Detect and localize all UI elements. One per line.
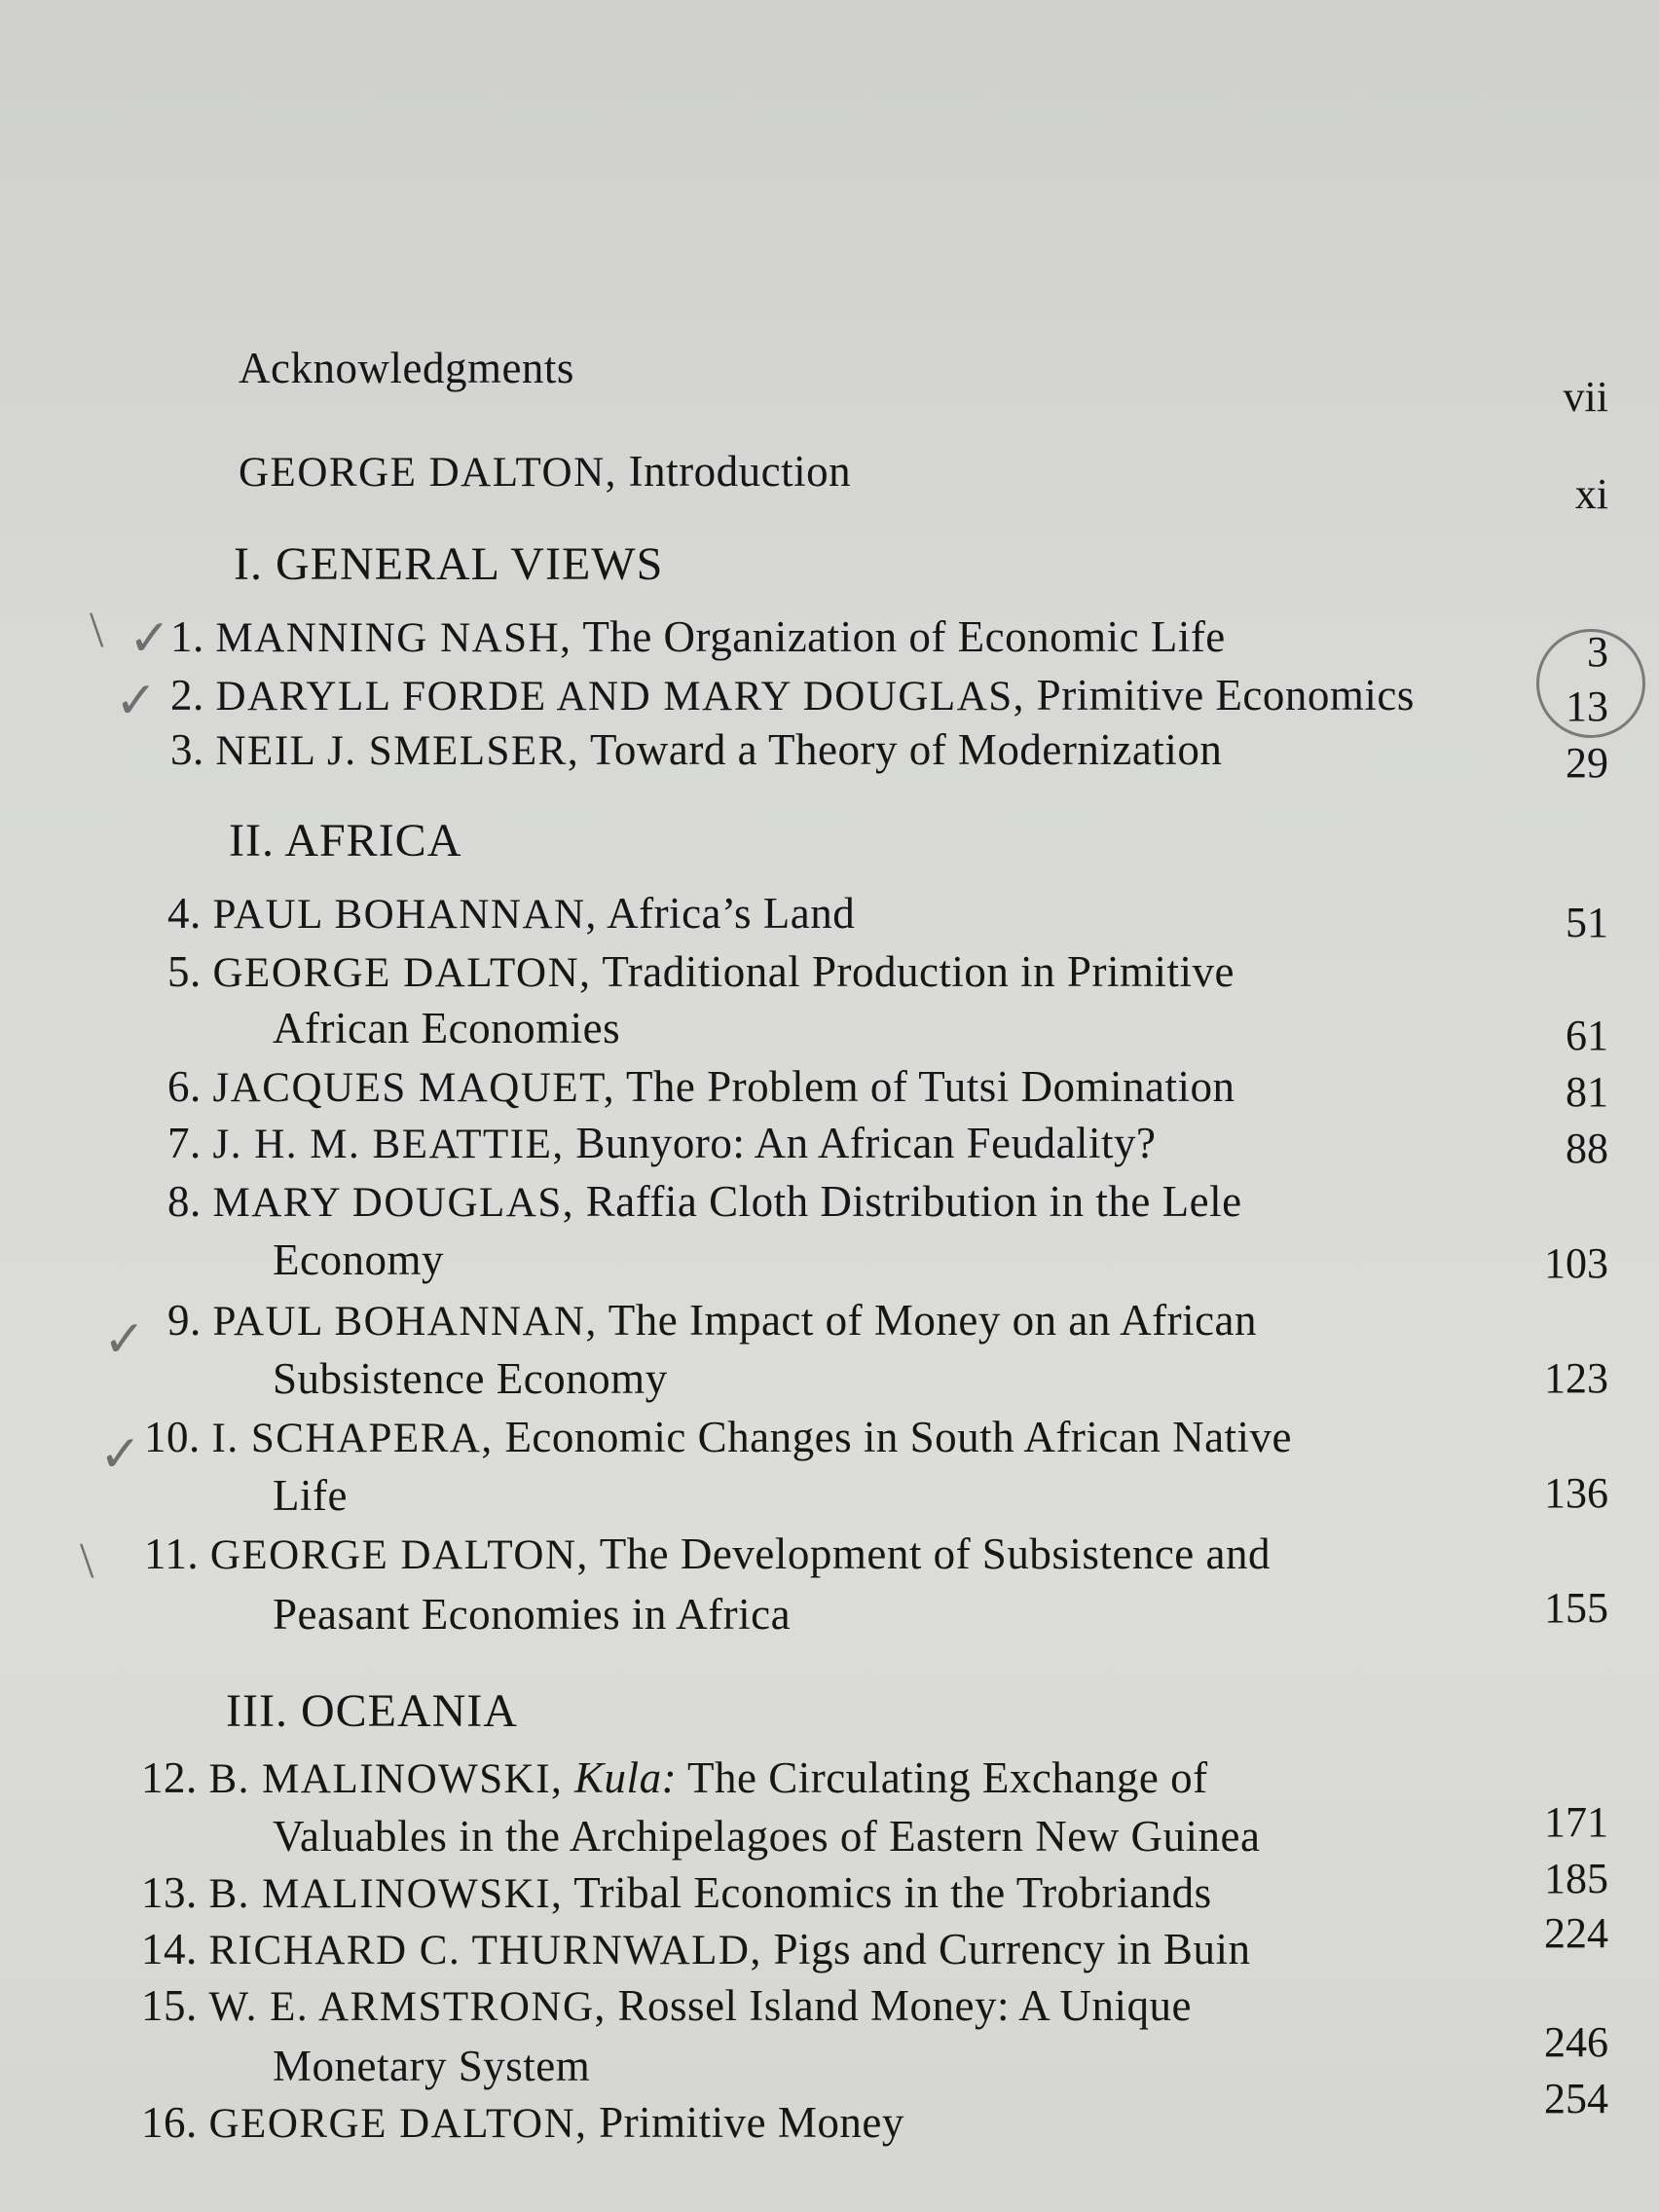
- section-heading: III. OCEANIA: [226, 1685, 518, 1737]
- section-heading: I. GENERAL VIEWS: [234, 538, 664, 590]
- acknowledgments-title: Acknowledgments: [239, 344, 574, 392]
- toc-entry: 4. PAUL BOHANNAN, Africa’s Land: [167, 889, 856, 938]
- pencil-check-mark: ✓: [115, 674, 158, 729]
- toc-entry: 6. JACQUES MAQUET, The Problem of Tutsi Domination: [167, 1062, 1235, 1111]
- pencil-circle-mark: [1536, 629, 1645, 738]
- toc-entry-continuation: African Economies: [273, 1004, 621, 1052]
- entry-page: 246: [1544, 2018, 1608, 2066]
- entry-page: 29: [1566, 739, 1608, 787]
- entry-page: 88: [1566, 1124, 1608, 1172]
- introduction-author: GEORGE DALTON,: [239, 450, 617, 496]
- pencil-check-mark: ✓: [99, 1427, 142, 1483]
- toc-entry: 9. PAUL BOHANNAN, The Impact of Money on an African: [167, 1296, 1258, 1345]
- toc-entry: 15. W. E. ARMSTRONG, Rossel Island Money: A Unique: [141, 1981, 1193, 2030]
- toc-entry-continuation: Subsistence Economy: [273, 1354, 668, 1403]
- pencil-slash-mark: \: [80, 1533, 94, 1589]
- entry-page: 136: [1544, 1469, 1608, 1517]
- toc-entry-continuation: Monetary System: [273, 2042, 591, 2090]
- toc-entry: 10. I. SCHAPERA, Economic Changes in South African Native: [144, 1413, 1293, 1461]
- entry-page: 123: [1544, 1354, 1608, 1402]
- introduction-page: xi: [1574, 470, 1608, 518]
- introduction-title: Introduction: [628, 447, 852, 496]
- toc-entry: 3. NEIL J. SMELSER, Toward a Theory of Modernization: [170, 725, 1223, 774]
- pencil-check-mark: ✓: [129, 611, 171, 667]
- entry-page: 185: [1544, 1855, 1608, 1902]
- entry-page: 155: [1544, 1584, 1608, 1632]
- toc-entry: 12. B. MALINOWSKI, Kula: The Circulating Exchange of: [141, 1753, 1208, 1802]
- entry-page: 61: [1566, 1012, 1608, 1059]
- entry-page: 254: [1544, 2075, 1608, 2122]
- section-heading: II. AFRICA: [229, 815, 462, 866]
- toc-entry: 16. GEORGE DALTON, Primitive Money: [141, 2098, 904, 2147]
- toc-entry: 7. J. H. M. BEATTIE, Bunyoro: An African Feudality?: [167, 1119, 1157, 1167]
- entry-page: 171: [1544, 1798, 1608, 1846]
- entry-page: 103: [1544, 1239, 1608, 1287]
- pencil-check-mark: ✓: [103, 1312, 146, 1368]
- toc-entry: 14. RICHARD C. THURNWALD, Pigs and Currency in Buin: [141, 1925, 1251, 1973]
- acknowledgments-page: vii: [1563, 373, 1608, 421]
- entry-page: 51: [1566, 899, 1608, 946]
- pencil-slash-mark: \: [90, 603, 104, 658]
- toc-entry-continuation: Life: [273, 1471, 348, 1520]
- toc-entry-continuation: Valuables in the Archipelagoes of Eastern New Guinea: [273, 1812, 1261, 1861]
- toc-entry-continuation: Economy: [273, 1235, 444, 1284]
- entry-page: 81: [1566, 1068, 1608, 1116]
- bleed-through-text: [0, 0, 1659, 321]
- toc-entry: 13. B. MALINOWSKI, Tribal Economics in the Trobriands: [141, 1868, 1212, 1917]
- toc-entry-continuation: Peasant Economies in Africa: [273, 1590, 792, 1639]
- toc-entry: 2. DARYLL FORDE AND MARY DOUGLAS, Primitive Economics: [170, 671, 1415, 719]
- introduction-entry: [239, 446, 851, 497]
- toc-entry: 5. GEORGE DALTON, Traditional Production in Primitive: [167, 947, 1235, 996]
- entry-page: 3: [1587, 628, 1608, 676]
- toc-entry: 8. MARY DOUGLAS, Raffia Cloth Distribution in the Lele: [167, 1177, 1242, 1226]
- toc-entry: 1. MANNING NASH, The Organization of Economic Life: [170, 612, 1226, 661]
- entry-page: 13: [1566, 682, 1608, 730]
- entry-page: 224: [1544, 1909, 1608, 1957]
- toc-entry: 11. GEORGE DALTON, The Development of Subsistence and: [144, 1530, 1272, 1578]
